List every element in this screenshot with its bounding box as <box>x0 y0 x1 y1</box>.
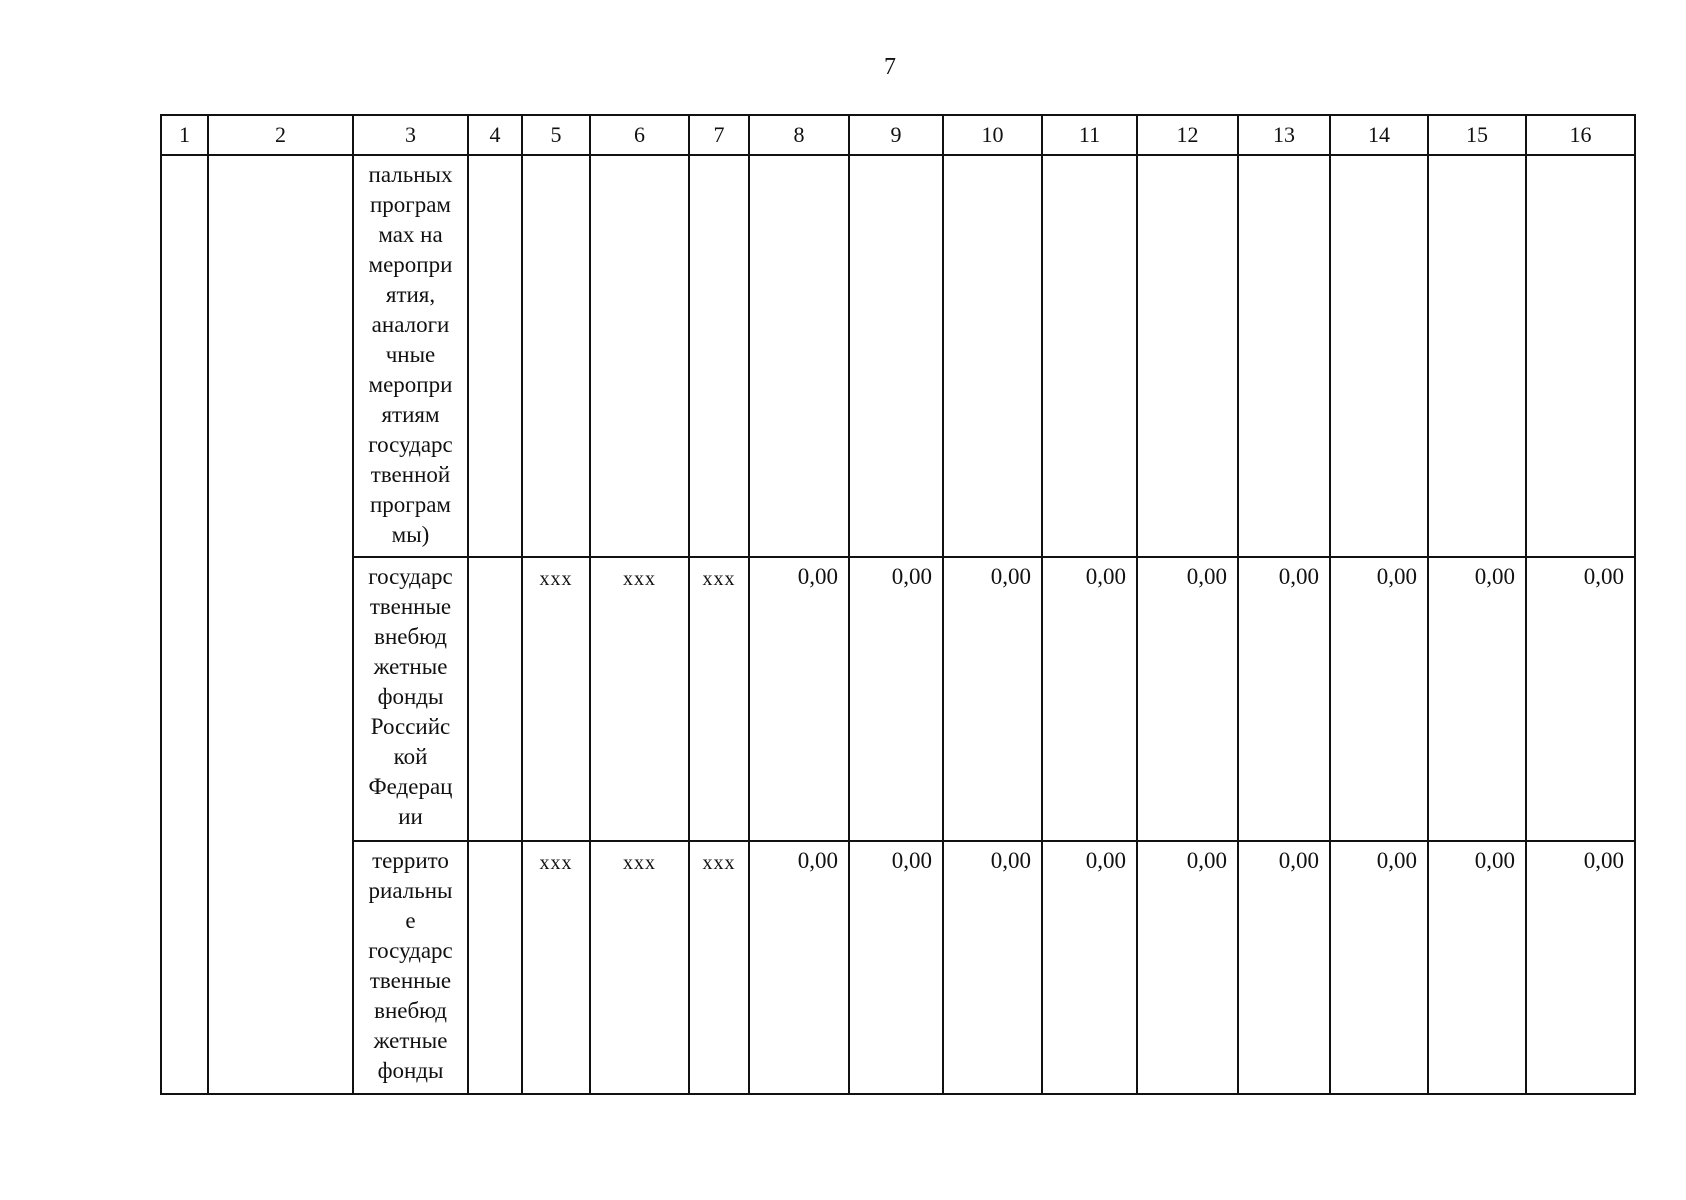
empty-cell <box>1042 155 1137 557</box>
empty-cell <box>1137 155 1238 557</box>
text-line: жетные <box>373 1028 448 1053</box>
page-number: 7 <box>884 54 896 80</box>
funding-source-cell <box>353 155 468 557</box>
placeholder-cell: xxx <box>689 557 749 841</box>
value-cell: 0,00 <box>1137 557 1238 841</box>
empty-cell <box>1330 155 1428 557</box>
text-line: мы) <box>391 522 430 547</box>
value-cell: 0,00 <box>943 841 1042 1094</box>
placeholder-cell: xxx <box>522 841 590 1094</box>
text-line: внебюд <box>374 624 447 649</box>
column-number: 5 <box>522 115 590 155</box>
text-line: Федерац <box>368 774 453 799</box>
text-line: твенной <box>370 462 451 487</box>
text-line: ятия, <box>385 282 436 307</box>
placeholder-cell: xxx <box>522 557 590 841</box>
value-cell: 0,00 <box>749 557 849 841</box>
value-cell: 0,00 <box>1330 557 1428 841</box>
value-cell: 0,00 <box>1238 557 1330 841</box>
placeholder-cell: xxx <box>590 557 689 841</box>
column-number: 9 <box>849 115 943 155</box>
text-line: чные <box>385 342 436 367</box>
value-cell: 0,00 <box>1042 841 1137 1094</box>
value-cell: 0,00 <box>1238 841 1330 1094</box>
empty-cell <box>208 155 353 1094</box>
text-line: Российс <box>370 714 451 739</box>
column-number: 8 <box>749 115 849 155</box>
budget-table <box>160 114 1636 1095</box>
column-number-row <box>161 115 1635 155</box>
text-line: государс <box>368 564 453 589</box>
table-row <box>161 155 1635 557</box>
value-cell: 0,00 <box>1428 557 1526 841</box>
column-number: 13 <box>1238 115 1330 155</box>
funding-source-cell <box>353 841 468 1094</box>
column-number: 10 <box>943 115 1042 155</box>
column-number: 4 <box>468 115 522 155</box>
column-number: 12 <box>1137 115 1238 155</box>
value-cell: 0,00 <box>1526 557 1635 841</box>
text-line: фонды <box>377 684 444 709</box>
text-line: жетные <box>373 654 448 679</box>
column-number: 14 <box>1330 115 1428 155</box>
value-cell: 0,00 <box>1330 841 1428 1094</box>
empty-cell <box>468 557 522 841</box>
text-line: ии <box>398 804 423 829</box>
text-line: ятиям <box>381 402 440 427</box>
empty-cell <box>849 155 943 557</box>
column-number: 1 <box>161 115 208 155</box>
text-line: государс <box>368 432 453 457</box>
empty-cell <box>943 155 1042 557</box>
value-cell: 0,00 <box>943 557 1042 841</box>
empty-cell <box>689 155 749 557</box>
value-cell: 0,00 <box>1042 557 1137 841</box>
text-line: террито <box>372 848 449 873</box>
value-cell: 0,00 <box>849 557 943 841</box>
value-cell: 0,00 <box>1428 841 1526 1094</box>
empty-cell <box>468 841 522 1094</box>
value-cell: 0,00 <box>849 841 943 1094</box>
text-line: твенные <box>369 594 452 619</box>
empty-cell <box>1526 155 1635 557</box>
funding-source-cell <box>353 557 468 841</box>
empty-cell <box>1238 155 1330 557</box>
empty-cell <box>590 155 689 557</box>
text-line: мах на <box>378 222 443 247</box>
column-number: 11 <box>1042 115 1137 155</box>
column-number: 2 <box>208 115 353 155</box>
column-number: 16 <box>1526 115 1635 155</box>
placeholder-cell: xxx <box>689 841 749 1094</box>
placeholder-cell: xxx <box>590 841 689 1094</box>
text-line: е <box>405 908 416 933</box>
column-number: 3 <box>353 115 468 155</box>
empty-cell <box>161 155 208 1094</box>
table-row <box>161 841 1635 1094</box>
text-line: програм <box>369 492 451 517</box>
text-line: внебюд <box>374 998 447 1023</box>
text-line: твенные <box>369 968 452 993</box>
text-line: пальных <box>368 162 453 187</box>
value-cell: 0,00 <box>749 841 849 1094</box>
text-line: меропри <box>368 372 453 397</box>
empty-cell <box>522 155 590 557</box>
text-line: фонды <box>377 1058 444 1083</box>
text-line: програм <box>369 192 451 217</box>
column-number: 15 <box>1428 115 1526 155</box>
text-line: риальны <box>368 878 453 903</box>
column-number: 6 <box>590 115 689 155</box>
column-number: 7 <box>689 115 749 155</box>
value-cell: 0,00 <box>1137 841 1238 1094</box>
empty-cell <box>1428 155 1526 557</box>
empty-cell <box>468 155 522 557</box>
value-cell: 0,00 <box>1526 841 1635 1094</box>
text-line: государс <box>368 938 453 963</box>
empty-cell <box>749 155 849 557</box>
text-line: кой <box>393 744 428 769</box>
table-row <box>161 557 1635 841</box>
text-line: меропри <box>368 252 453 277</box>
text-line: аналоги <box>371 312 450 337</box>
